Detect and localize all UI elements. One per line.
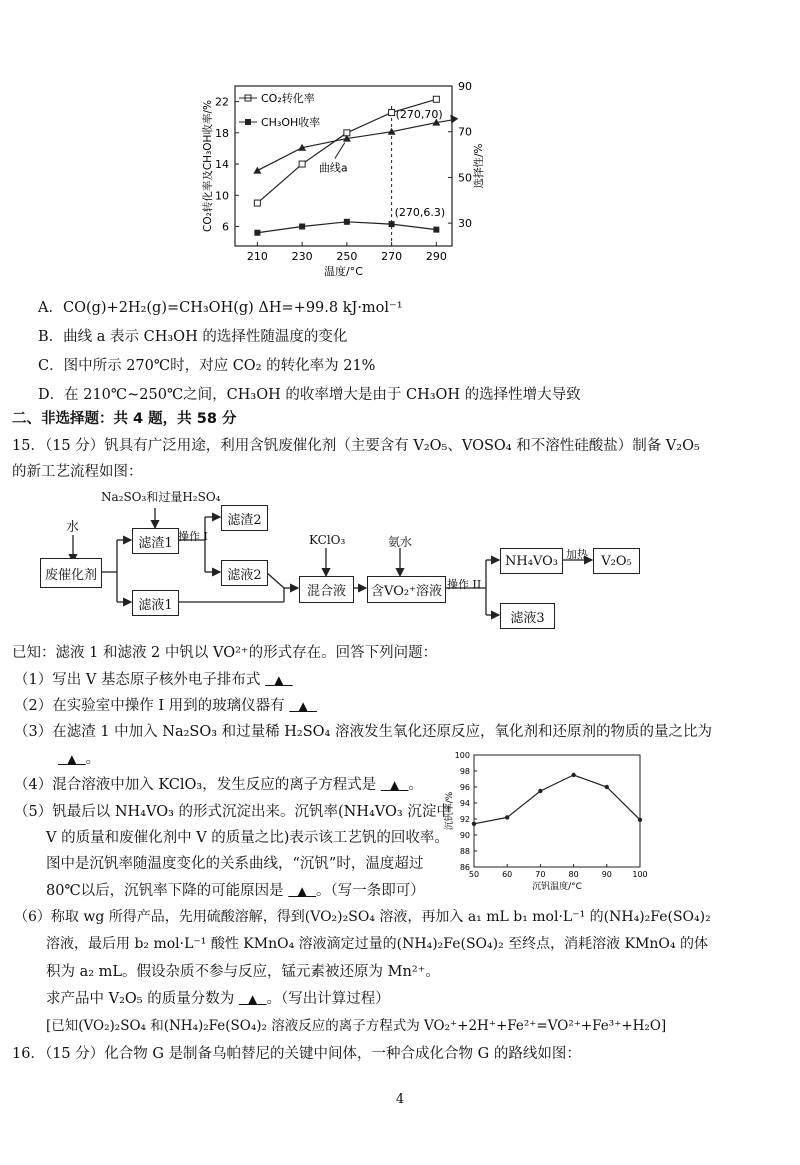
y-left-tick-label: 14 bbox=[215, 158, 229, 172]
q15-part6d: 求产品中 V₂O₅ 的质量分数为 ▲ 。（写出计算过程） bbox=[46, 991, 390, 1007]
precipitation-point bbox=[605, 785, 609, 789]
precipitation-point bbox=[638, 818, 642, 822]
flow-catalyst-box: 废催化剂 bbox=[40, 558, 102, 588]
y-tick-label-2: 88 bbox=[459, 847, 470, 856]
ch3oh-point bbox=[433, 227, 439, 233]
q15-part5d: 80℃以后，沉钒率下降的可能原因是 ▲ 。（写一条即可） bbox=[46, 883, 425, 899]
q15-part6a: （6）称取 wg 所得产品，先用硫酸溶解，得到(VO₂)₂SO₄ 溶液，再加入 a₁ mL b₁ mol·L⁻¹ 的(NH₄)₂Fe(SO₄)₂ bbox=[14, 909, 711, 925]
q15-part3-blank: ▲ 。 bbox=[67, 751, 101, 767]
flow-vo2-box: 含VO₂⁺溶液 bbox=[367, 576, 446, 603]
ch3oh-point bbox=[299, 223, 305, 229]
page-number: 4 bbox=[395, 1092, 405, 1107]
answer-blank-icon: ▲ bbox=[297, 884, 307, 898]
precipitation-point bbox=[505, 815, 509, 819]
x-tick-label: 230 bbox=[291, 250, 313, 263]
chart-co2-methanol bbox=[190, 78, 510, 278]
co2-point bbox=[389, 110, 395, 116]
y-left-tick-label: 18 bbox=[215, 126, 229, 140]
flow-filtrate3-box: 滤液3 bbox=[500, 603, 555, 629]
y-tick-label-2: 98 bbox=[459, 767, 470, 776]
q15-part5c: 图中是沉钒率随温度变化的关系曲线，“沉钒”时，温度超过 bbox=[46, 856, 424, 872]
q15-part6b: 溶液，最后用 b₂ mol·L⁻¹ 酸性 KMnO₄ 溶液滴定过量的(NH₄)₂Fe(SO₄)₂ 至终点，消耗溶液 KMnO₄ 的体 bbox=[46, 936, 708, 952]
y-tick-label-2: 94 bbox=[459, 799, 470, 808]
y-tick-label-2: 90 bbox=[459, 831, 470, 840]
flow-v2o5-box: V₂O₅ bbox=[593, 548, 640, 574]
x-tick-label: 250 bbox=[336, 250, 358, 263]
y-tick-label-2: 100 bbox=[454, 751, 470, 760]
ch3oh-point bbox=[389, 221, 395, 227]
y-right-tick-label: 50 bbox=[458, 171, 472, 185]
curve-a-label: 曲线a bbox=[318, 161, 348, 175]
co2-point bbox=[254, 200, 260, 206]
precipitation-point bbox=[538, 789, 542, 793]
answer-blank-icon: ▲ bbox=[298, 699, 308, 713]
precipitation-point bbox=[571, 773, 575, 777]
annotation-270-6-3: (270,6.3) bbox=[394, 206, 446, 220]
y-left-axis-label: CO₂转化率及CH₃OH收率/% bbox=[202, 100, 214, 232]
y-right-tick-label: 90 bbox=[458, 80, 472, 93]
q15-part2: （2）在实验室中操作 I 用到的玻璃仪器有 ▲ bbox=[14, 698, 308, 714]
flow-nh4vo3-box: NH₄VO₃ bbox=[500, 548, 563, 574]
q15-intro-1: 15．（15 分）钒具有广泛用途，利用含钒废催化剂（主要含有 V₂O₅、VOSO₄ 和不溶性硅酸盐）制备 V₂O₅ bbox=[12, 438, 700, 454]
flow-heat: 加热 bbox=[566, 548, 588, 561]
y-left-tick-label: 10 bbox=[215, 189, 229, 203]
q15-part5a: （5）钒最后以 NH₄VO₃ 的形式沉淀出来。沉钒率(NH₄VO₃ 沉淀中 bbox=[14, 804, 451, 820]
q15-part5b: V 的质量和废催化剂中 V 的质量之比)表示该工艺钒的回收率。 bbox=[46, 830, 449, 846]
x-tick-label-2: 70 bbox=[535, 870, 546, 879]
option-b: B．曲线 a 表示 CH₃OH 的选择性随温度的变化 bbox=[38, 329, 348, 345]
q15-part1: （1）写出 V 基态原子核外电子排布式 ▲ bbox=[14, 672, 284, 688]
y-right-tick-label: 30 bbox=[458, 217, 472, 231]
y-right-tick-label: 70 bbox=[458, 125, 472, 139]
ch3oh-point bbox=[344, 219, 350, 225]
flow-ammonia: 氨水 bbox=[388, 535, 413, 549]
flow-mixture-box: 混合液 bbox=[299, 576, 354, 603]
x-tick-label-2: 80 bbox=[568, 870, 579, 879]
flow-op1: 操作 I bbox=[178, 530, 208, 543]
x-tick-label-2: 50 bbox=[468, 870, 480, 879]
x-tick-label-2: 60 bbox=[502, 870, 513, 879]
y-left-tick-label: 22 bbox=[215, 95, 229, 109]
co2-point bbox=[299, 161, 305, 167]
option-a: A．CO(g)+2H₂(g)=CH₃OH(g) ΔH=+99.8 kJ·mol⁻¹ bbox=[38, 300, 403, 316]
legend-ch3oh-label: CH₃OH收率 bbox=[261, 116, 321, 129]
y-tick-label-2: 96 bbox=[459, 783, 470, 792]
answer-blank-icon: ▲ bbox=[274, 673, 284, 687]
ch3oh-point bbox=[254, 230, 260, 236]
flow-filtrate1-box: 滤液1 bbox=[132, 590, 179, 616]
flow-diagram bbox=[0, 480, 800, 640]
x-tick-label-2: 100 bbox=[632, 870, 648, 879]
flow-reagent1: Na₂SO₃和过量H₂SO₄ bbox=[101, 490, 221, 504]
flow-kclo3: KClO₃ bbox=[309, 533, 346, 547]
x-axis-label: 温度/°C bbox=[324, 265, 363, 278]
x-tick-label: 290 bbox=[425, 250, 447, 263]
q15-part4: （4）混合溶液中加入 KClO₃，发生反应的离子方程式是 ▲ 。 bbox=[14, 777, 423, 793]
answer-blank-icon: ▲ bbox=[390, 778, 400, 792]
precipitation-line bbox=[474, 775, 640, 824]
known-text: 已知：滤液 1 和滤液 2 中钒以 VO²⁺的形式存在。回答下列问题： bbox=[12, 645, 438, 661]
curve-a-point bbox=[253, 167, 261, 174]
q15-intro-2: 的新工艺流程如图： bbox=[12, 464, 143, 480]
y-right-axis-label: 选择性/% bbox=[473, 143, 485, 189]
chart-vanadium-precipitation bbox=[440, 745, 650, 895]
y-tick-label-2: 92 bbox=[459, 815, 470, 824]
curve-a-pointer bbox=[335, 143, 345, 159]
q15-part6e: [已知(VO₂)₂SO₄ 和(NH₄)₂Fe(SO₄)₂ 溶液反应的离子方程式为 VO₂⁺+2H⁺+Fe²⁺=VO²⁺+Fe³⁺+H₂O] bbox=[46, 1018, 667, 1034]
x-tick-label: 270 bbox=[381, 250, 403, 263]
option-d: D．在 210℃~250℃之间，CH₃OH 的收率增大是由于 CH₃OH 的选择性增大导致 bbox=[38, 387, 581, 403]
co2-point bbox=[433, 96, 439, 102]
q15-part3: （3）在滤渣 1 中加入 Na₂SO₃ 和过量稀 H₂SO₄ 溶液发生氧化还原反应，氧化剂和还原剂的物质的量之比为 bbox=[14, 724, 712, 740]
section-title: 二、非选择题：共 4 题，共 58 分 bbox=[12, 411, 237, 427]
precipitation-point bbox=[472, 822, 476, 826]
x-tick-label: 210 bbox=[246, 250, 268, 263]
x-axis-label-2: 沉钒温度/°C bbox=[532, 882, 582, 892]
x-tick-label-2: 90 bbox=[601, 870, 612, 879]
answer-blank-icon: ▲ bbox=[67, 752, 77, 766]
q16-intro: 16．（15 分）化合物 G 是制备乌帕替尼的关键中间体，一种合成化合物 G 的路线如图： bbox=[12, 1046, 581, 1062]
y-axis-label-2: 沉钒率/% bbox=[445, 791, 455, 831]
flow-residue2-box: 滤渣2 bbox=[221, 505, 268, 531]
y-left-tick-label: 6 bbox=[222, 220, 229, 234]
flow-residue1-box: 滤渣1 bbox=[132, 528, 179, 554]
flow-op2: 操作 II bbox=[447, 578, 482, 591]
plot-frame-2 bbox=[474, 755, 640, 867]
flow-water: 水 bbox=[66, 520, 80, 535]
curve-a-arrow-icon bbox=[450, 115, 458, 124]
answer-blank-icon: ▲ bbox=[248, 992, 258, 1006]
flow-filtrate2-box: 滤液2 bbox=[221, 560, 268, 586]
option-c: C．图中所示 270℃时，对应 CO₂ 的转化率为 21% bbox=[38, 358, 376, 374]
q15-part6c: 积为 a₂ mL。假设杂质不参与反应，锰元素被还原为 Mn²⁺。 bbox=[46, 964, 440, 980]
annotation-270-70: (270,70) bbox=[395, 108, 443, 121]
legend-co2-label: CO₂转化率 bbox=[261, 92, 315, 105]
y-tick-label-2: 86 bbox=[459, 863, 470, 872]
